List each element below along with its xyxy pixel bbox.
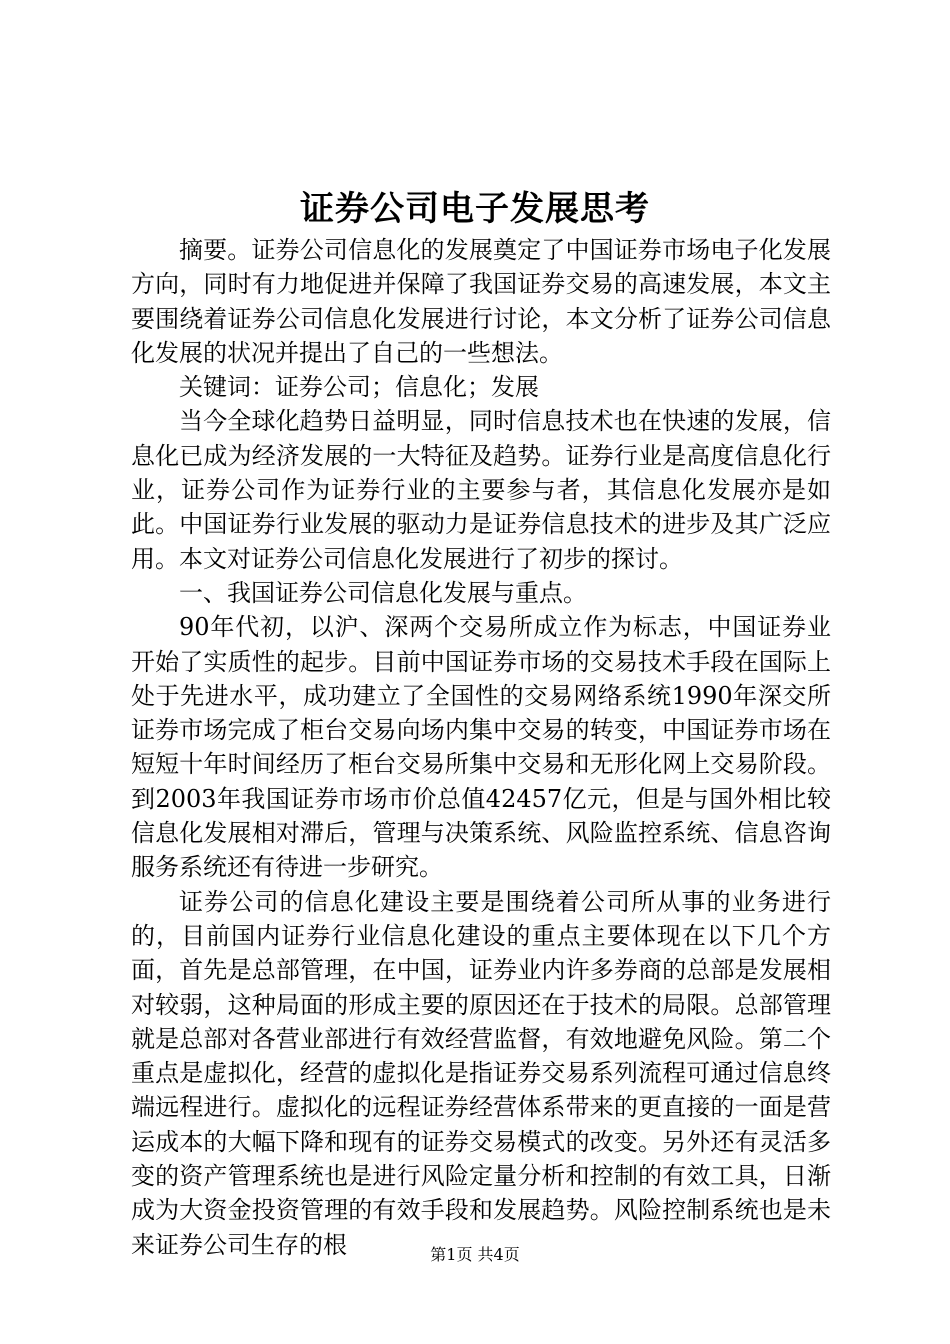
paragraph-key-points: 证券公司的信息化建设主要是围绕着公司所从事的业务进行的，目前国内证券行业信息化建设的重点主要体现在以下几个方面，首先是总部管理，在中国，证券业内许多券商的总部是发展相对较弱，这种局面的形成主要的原因还在于技术的局限。总部管理就是总部对各营业部进行有效经营监督，有效地避免风险。第二个重点是虚拟化，经营的虚拟化是指证券交易系列流程可通过信息终端远程进行。虚拟化的远程证券经营体系带来的更直接的一面是营运成本的大幅下降和现有的证券交易模式的改变。另外还有灵活多变的资产管理系统也是进行风险定量分析和控制的有效工具，日渐成为大资金投资管理的有效手段和发展趋势。风险控制系统也是未来证券公司生存的根 [131, 887, 831, 1259]
section-heading-1: 一、我国证券公司信息化发展与重点。 [179, 578, 587, 607]
paragraph-abstract: 摘要。证券公司信息化的发展奠定了中国证券市场电子化发展方向，同时有力地促进并保障了我国证券交易的高速发展，本文主要围绕着证券公司信息化发展进行讨论，本文分析了证券公司信息化发展的状况并提出了自己的一些想法。 [131, 236, 831, 367]
document-title: 证券公司电子发展思考 [300, 189, 650, 229]
paragraph-introduction: 当今全球化趋势日益明显，同时信息技术也在快速的发展，信息化已成为经济发展的一大特征及趋势。证券行业是高度信息化行业，证券公司作为证券行业的主要参与者，其信息化发展亦是如此。中国证券行业发展的驱动力是证券信息技术的进步及其广泛应用。本文对证券公司信息化发展进行了初步的探讨。 [131, 407, 831, 573]
document-body [131, 233, 831, 1262]
paragraph-history: 90年代初，以沪、深两个交易所成立作为标志，中国证券业开始了实质性的起步。目前中国证券市场的交易技术手段在国际上处于先进水平，成功建立了全国性的交易网络系统1990年深交所证券市场完成了柜台交易向场内集中交易的转变，中国证券市场在短短十年时间经历了柜台交易所集中交易和无形化网上交易阶段。到2003年我国证券市场市价总值42457亿元，但是与国外相比较信息化发展相对滞后，管理与决策系统、风险监控系统、信息咨询服务系统还有待进一步研究。 [131, 613, 831, 882]
page-footer: 第1页 共4页 [430, 1245, 520, 1264]
paragraph-keywords: 关键词：证券公司；信息化；发展 [179, 373, 539, 402]
